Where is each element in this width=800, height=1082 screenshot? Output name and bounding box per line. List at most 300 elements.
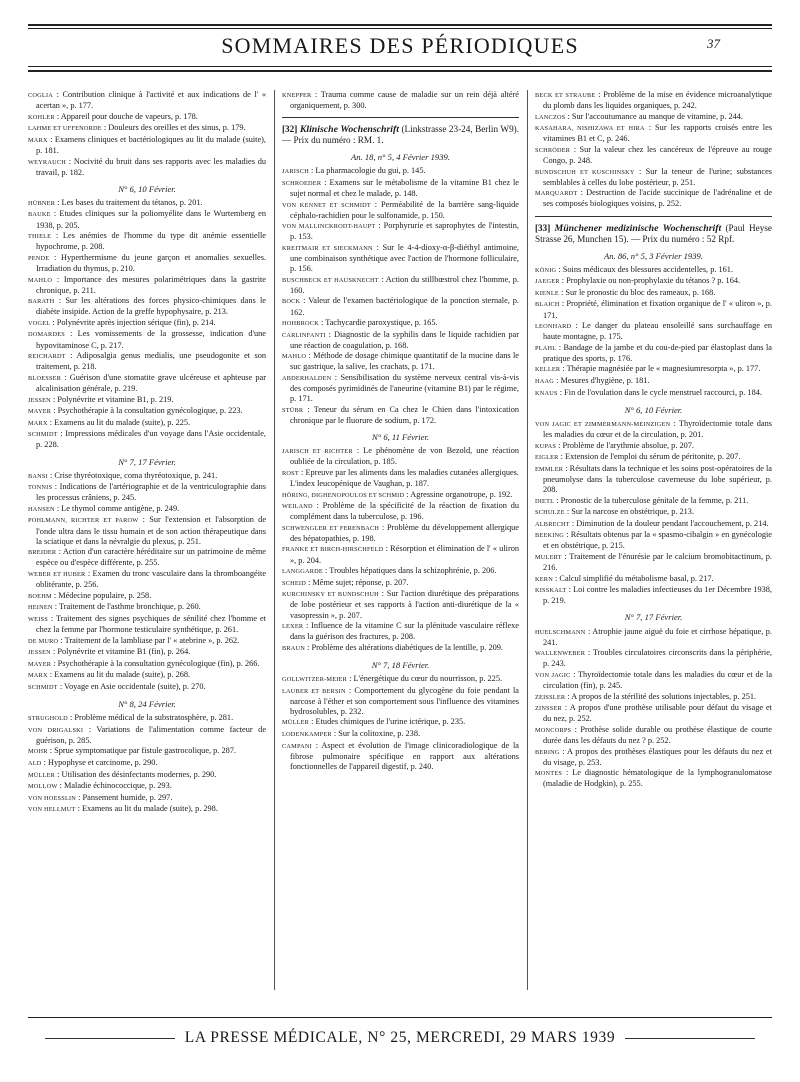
journal-number: [33] [535, 222, 551, 233]
article-entry [535, 585, 772, 606]
article-author: KNEPPER [282, 92, 312, 99]
article-title: : Indications de l'artériographie et de la ventriculographie dans les processus crâniens, p. 245. [36, 482, 266, 503]
article-author: KÖNIG [535, 266, 557, 274]
article-author: MARX [28, 672, 48, 680]
article-entry [535, 519, 772, 530]
article-author: KUPAS [535, 442, 557, 450]
article-entry [535, 648, 772, 669]
article-entry [28, 804, 266, 815]
article-title: : Examens cliniques et bactériologiques au lit du malade (suite), p. 181. [36, 134, 266, 155]
section-separator [535, 216, 772, 217]
article-author: JESSEN [28, 396, 51, 404]
article-entry [28, 614, 266, 635]
article-title: : Hypophyse et carcinome, p. 290. [41, 757, 158, 767]
article-author: WALLENWEBER [535, 650, 586, 658]
article-author: HUELSCHMANN [535, 628, 586, 636]
footer-text: LA PRESSE MÉDICALE, N° 25, MERCREDI, 29 MARS 1939 [184, 1029, 616, 1046]
footer-rule [28, 1017, 772, 1018]
article-entry [28, 418, 266, 429]
article-author: WEISS [28, 615, 48, 623]
article-entry [282, 178, 519, 199]
article-title: : Loi contre les maladies infectieuses du 1er Décembre 1938, p. 219. [543, 585, 772, 606]
article-title: : Etudes chimiques de l'urine ictérique, p. 235. [309, 717, 466, 727]
article-entry [535, 123, 772, 144]
article-title: : Troubles circulatoires circonscrits dans la périphérie, p. 243. [543, 648, 772, 669]
article-entry [28, 504, 266, 515]
article-title: : Polynévrite après injection sérique (fin), p. 214. [50, 317, 216, 327]
article-author: BOCK [282, 298, 301, 306]
article-author: BLAICH [535, 301, 560, 309]
article-title: : Sprue symptomatique par fistule gastrocolique, p. 287. [47, 746, 236, 756]
article-author: KOHLER [28, 113, 55, 121]
article-title: : Médecine populaire, p. 258. [51, 590, 152, 600]
header-rule [28, 66, 772, 67]
article-title: : Adiposalgia genus medialis, une pseudogonite et son traitement, p. 218. [36, 351, 266, 372]
article-entry [28, 758, 266, 769]
article-entry [535, 507, 772, 518]
article-author: MAHLO [28, 276, 53, 284]
article-entry [28, 636, 266, 647]
article-title: : Variations de l'alimentation comme facteur de guérison, p. 285. [36, 724, 266, 745]
article-title: : Traitement de la lambliase par l' « atebrine », p. 262. [58, 635, 240, 645]
article-entry [535, 452, 772, 463]
article-entry [28, 275, 266, 296]
article-title: : Importance des mesures polarimétriques dans la gastrite chronique, p. 211. [36, 274, 266, 295]
article-author: JAEGER [535, 278, 560, 286]
article-author: SCHULZE [535, 509, 565, 517]
article-entry [282, 686, 519, 717]
section-separator [282, 117, 519, 118]
article-entry [28, 670, 266, 681]
article-author: EIGLER [535, 454, 559, 462]
article-entry [535, 552, 772, 573]
journal-number: [32] [282, 124, 298, 135]
article-title: : Sur le 4-4-dioxy-α-β-diéthyl antimoine, une combinaison synthétique avec l'action de l'hormone folliculaire, p. 156. [290, 242, 519, 274]
article-author: SCHRÖDER [535, 146, 571, 154]
article-title: : Examen du tronc vasculaire dans la thromboangéite oblitérante, p. 256. [36, 568, 266, 590]
article-author: MÜLLER [28, 771, 56, 779]
article-entry [535, 376, 772, 387]
article-entry [535, 112, 772, 123]
article-title: : Propriété, élimination et fixation organique de l' « uliron », p. 171. [543, 299, 772, 320]
article-author: BUSCHBECK ET HAUSKNECHT [282, 276, 379, 284]
article-title: : Sur le pronostic du bloc des rameaux, p. 168. [558, 287, 716, 297]
article-author: LAHME ET UFFENORDE [28, 125, 102, 133]
column-2 [282, 90, 519, 1000]
article-title: : Le phénomène de von Bezold, une réaction oubliée de la circulation, p. 185. [290, 446, 519, 467]
article-title: : Voyage en Asie occidentale (suite), p. 270. [57, 681, 206, 691]
article-title: : Sur la valeur chez les cancéreux de l'épreuve au rouge Congo, p. 248. [543, 144, 772, 166]
article-entry [28, 90, 266, 111]
article-entry [535, 364, 772, 375]
issue-heading: N° 7, 17 Février. [624, 612, 683, 623]
article-entry [282, 643, 519, 654]
article-entry [28, 112, 266, 123]
article-entry [282, 490, 519, 501]
article-author: VON MALLINCKRODT-HAUPT [282, 223, 376, 231]
article-author: KURCHINSKY ET BUNDSCHUH [282, 591, 379, 599]
article-author: KISSKALT [535, 587, 567, 595]
article-entry [28, 395, 266, 406]
article-author: MONTES [535, 770, 563, 778]
article-author: BERING [535, 748, 560, 756]
article-entry [535, 388, 772, 399]
issue-heading: N° 6, 10 Février. [624, 404, 683, 415]
article-author: KNAUS [535, 389, 558, 397]
footer-dash [45, 1038, 175, 1039]
article-entry [282, 566, 519, 577]
article-entry [535, 188, 772, 209]
article-title: : Problème des altérations diabétiques de la lentille, p. 209. [305, 642, 503, 652]
article-entry [28, 157, 266, 178]
article-title: : Fin de l'ovulation dans le cycle menstruel raccourci, p. 184. [557, 387, 762, 397]
article-author: HAAG [535, 378, 554, 386]
article-title: : Psychothérapie à la consultation gynécologique, p. 223. [51, 406, 243, 416]
article-title: : Extension de l'emploi du sérum de péritonite, p. 207. [558, 452, 741, 462]
article-title: : Mesures d'hygiène, p. 181. [554, 376, 650, 386]
article-author: MAYER [28, 408, 52, 416]
article-entry [535, 627, 772, 648]
article-title: : Sur l'extension et l'absorption de l'onde ultra dans le tissu humain et de son action thérapeutique dans la sciatique et dans la névralgie du plexus, p. 251. [36, 515, 266, 546]
article-title: : Maladie échinococcique, p. 293. [57, 781, 172, 791]
article-entry [535, 670, 772, 691]
article-title: : Examens au lit du malade (suite), p. 225. [47, 417, 191, 427]
article-title: : Polynévrite et vitamine B1 (fin), p. 264. [50, 647, 191, 657]
article-entry [28, 770, 266, 781]
article-author: JESSEN [28, 649, 51, 657]
article-title: : Atrophie jaune aiguë du foie et cirrhose hépatique, p. 241. [543, 626, 772, 647]
article-author: PENDE [28, 254, 50, 262]
article-entry [282, 468, 519, 489]
article-author: ZEISSLER [535, 693, 566, 701]
article-author: SCHEID [282, 579, 306, 587]
article-title: : Teneur du sérum en Ca chez le Chien dans l'intoxication chronique par le fluorure de sodium, p. 172. [290, 404, 519, 425]
article-title: : Le danger du plateau ensoleillé sans surchauffage en haute montagne, p. 175. [543, 321, 772, 342]
article-author: CARLINFANTI [282, 331, 326, 339]
article-title: : Résultats obtenus par la « spasmo-cibalgin » en gynécologie et en obstétrique, p. 215. [543, 530, 772, 551]
article-title: : Problème médical de la substratosphère, p. 281. [67, 713, 234, 723]
article-entry [535, 496, 772, 507]
article-entry [28, 231, 266, 252]
article-author: DE MURO [28, 637, 59, 645]
article-author: LANGGARDE [282, 568, 323, 576]
article-author: VON KENNET ET SCHMIDT [282, 201, 371, 209]
page-title: SOMMAIRES DES PÉRIODIQUES [221, 33, 579, 58]
article-entry [282, 318, 519, 329]
article-title: : Sur la narcose en obstétrique, p. 213. [564, 507, 695, 517]
article-entry [535, 574, 772, 585]
article-author: MARQUARDT [535, 190, 578, 198]
article-author: VON HELLMUT [28, 806, 76, 814]
article-author: BECK ET STRAUBE [535, 92, 596, 99]
article-entry [282, 243, 519, 274]
article-author: MULERT [535, 553, 562, 561]
article-entry [28, 296, 266, 317]
article-title: : Hyperthermisme du jeune garçon et anomalies sexuelles. Irradiation du thymus, p. 210. [36, 252, 266, 273]
article-entry [28, 793, 266, 804]
article-entry [535, 419, 772, 440]
article-author: VON HOESSLIN [28, 794, 77, 802]
article-author: MOLLOW [28, 783, 58, 791]
article-entry [282, 717, 519, 728]
article-author: SCHMIDT [28, 683, 58, 691]
article-author: COGLIA [28, 92, 53, 99]
article-title: : A propos d'une prothèse utilisable pour défaut du visage et du nez, p. 252. [543, 703, 772, 724]
issue-heading: An. 86, n° 5, 3 Février 1939. [604, 250, 703, 261]
article-entry [282, 729, 519, 740]
issue-heading: An. 18, n° 5, 4 Février 1939. [351, 152, 450, 163]
article-title: : Sensibilisation du système nerveux central vis-à-vis des composés pyrimidinés de l'aneurine (vitamine B1) par le régime, p. 171. [290, 373, 519, 404]
article-title: : Thérapie magnésiée par le « magnesiumresorpta », p. 177. [560, 364, 761, 374]
article-title: : Perméabilité de la barrière sang-liquide céphalo-rachidien pour le sulfonamide, p. 150. [290, 199, 519, 220]
article-entry [282, 501, 519, 522]
article-author: BARATH [28, 298, 55, 306]
article-title: : Psychothérapie à la consultation gynécologique (fin), p. 266. [51, 658, 260, 668]
article-title: : Calcul simplifié du métabolisme basal, p. 217. [552, 573, 714, 583]
article-author: STÜBR [282, 406, 304, 414]
article-author: LEXER [282, 623, 304, 631]
article-author: BLOESSER [28, 374, 62, 382]
article-title: : Les anémies de l'homme du type dit anémie essentielle hypochrome, p. 208. [36, 231, 266, 252]
article-author: SCHROEDER [282, 179, 322, 187]
article-entry [282, 200, 519, 221]
article-entry [28, 713, 266, 724]
article-title: : Sur la colitoxine, p. 238. [331, 728, 421, 738]
journal-address: (Linkstrasse 23-24, Berlin W9). — Prix du numéro : RM. 1. [282, 124, 519, 146]
article-entry [28, 135, 266, 156]
article-title: : Douleurs des oreilles et des sinus, p. 179. [101, 123, 246, 133]
article-author: REICHARDT [28, 353, 66, 361]
article-title: : Epreuve par les aliments dans les maladies cutanées allergiques. L'index leucopénique de Vaughan, p. 187. [290, 467, 519, 488]
article-title: : Traitement de l'asthme bronchique, p. 260. [52, 602, 201, 612]
article-entry [282, 589, 519, 620]
article-author: SCHWENGLER ET FERENBACH [282, 524, 380, 532]
journal-heading [282, 124, 519, 146]
article-title: : Valeur de l'examen bactériologique de la ponction sternale, p. 162. [290, 296, 519, 317]
article-title: : La pharmacologie du gui, p. 145. [308, 166, 426, 176]
article-entry [282, 275, 519, 296]
article-entry [28, 318, 266, 329]
article-title: : Sur les rapports croisés entre les vitamines B1 et C, p. 246. [543, 123, 772, 144]
article-entry [28, 602, 266, 613]
article-title: : Sur la teneur de l'urine; substances semblables à celles du lobe postérieur, p. 251. [543, 166, 772, 187]
article-entry [282, 166, 519, 177]
article-title: : Agressine organotrope, p. 192. [404, 489, 513, 499]
article-author: BEEKING [535, 532, 565, 540]
article-entry [28, 123, 266, 134]
article-author: EMMLER [535, 465, 564, 473]
article-entry [535, 747, 772, 768]
article-title: : Problème de la spécificité de la réaction de fixation du complément dans la tuberculose, p. 196. [290, 501, 519, 522]
article-title: : Problème du développement allergique des hépatopathies, p. 198. [290, 522, 519, 543]
journal-name-wrap [300, 124, 399, 134]
article-entry [28, 209, 266, 230]
journal-name: Münchener medizinische Wochenschrift [554, 222, 722, 234]
article-author: BRAUN [282, 644, 306, 652]
article-entry [28, 781, 266, 792]
article-author: MAYER [28, 660, 52, 668]
issue-heading: N° 7, 17 Février. [118, 456, 176, 467]
article-title: : L'énergétique du cœur du nourrisson, p. 225. [347, 674, 503, 683]
article-author: LANCZOS [535, 113, 566, 121]
article-entry [282, 296, 519, 317]
article-entry [535, 90, 772, 111]
article-entry [28, 482, 266, 503]
article-author: KELLER [535, 366, 561, 374]
article-entry [28, 647, 266, 658]
article-entry [282, 544, 519, 565]
article-author: HANSEN [28, 505, 55, 513]
article-title: : Guérison d'une stomatite grave ulcéreuse et aphteuse par alcalinisation générale, p. 219. [36, 372, 266, 393]
article-title: : Examens au lit du malade (suite), p. 298. [75, 804, 218, 814]
article-author: MÜLLER [282, 719, 310, 727]
article-author: VON JAGIC ET ZIMMERMANN-MEINZIGEN [535, 420, 671, 428]
article-author: HÜBNER [28, 199, 56, 207]
article-title: : Traitement de l'énurésie par le calcium bromobitactinum, p. 216. [543, 551, 772, 573]
article-entry [282, 523, 519, 544]
article-title: : Impressions médicales d'un voyage dans l'Asie occidentale, p. 228. [36, 429, 266, 450]
article-author: PLAHL [535, 344, 557, 352]
article-author: POHLMANN, RICHTER ET PAROW [28, 517, 139, 525]
article-author: BOEHM [28, 592, 52, 600]
article-entry [282, 351, 519, 372]
article-title: : Utilisation des désinfectants modernes, p. 290. [55, 769, 217, 779]
article-author: STRUGHOLD [28, 715, 68, 723]
article-title: : Problème de l'arythmie absolue, p. 207. [556, 440, 694, 450]
article-author: ROST [282, 469, 299, 477]
article-entry [28, 329, 266, 350]
article-entry [535, 321, 772, 342]
article-title: : Examens sur le métabolisme de la vitamine B1 chez le sujet normal et chez le malade, p. 148. [290, 177, 519, 198]
journal-address: (Paul Heyse Strasse 26, Munchen 15). — Prix du numéro : 52 Rpf. [535, 222, 772, 244]
article-title: : Problème de la mise en évidence microanalytique du plomb dans les liquides organiques, p. 242. [543, 90, 772, 111]
article-title: : Action d'un caractère héréditaire sur un patrimoine de même espèce ou d'espèce différente, p. 255. [36, 547, 266, 568]
article-title: : Sur l'action diurétique des préparations de lobe postérieur et ses rapports à l'action anti-diurétique de la « vasopressin », p. 207. [290, 589, 519, 620]
article-author: ZINSSER [535, 705, 562, 713]
article-entry [282, 90, 519, 111]
article-entry [282, 674, 519, 685]
article-entry [282, 373, 519, 404]
article-author: DIETL [535, 497, 555, 505]
article-author: ALD [28, 759, 42, 767]
top-rule-thin [28, 28, 772, 29]
article-entry [535, 265, 772, 276]
article-entry [535, 464, 772, 495]
article-title: : Prothèse solide durable ou prothèse élastique de courte durée dans les défauts du nez ? p. 252. [543, 724, 772, 745]
article-entry [28, 198, 266, 209]
article-entry [28, 253, 266, 274]
article-title: : Même sujet; réponse, p. 207. [305, 577, 409, 587]
article-title: : Examens au lit du malade (suite), p. 268. [47, 670, 191, 680]
article-author: ABDERHALDEN [282, 375, 332, 383]
article-author: WEYRAUCH [28, 158, 66, 166]
article-author: FRANKE ET BIRCH-HIRSCHFELD [282, 546, 384, 554]
article-title: : Etudes cliniques sur la poliomyélite dans le Wurtemberg en 1938, p. 205. [36, 209, 266, 230]
article-entry [28, 373, 266, 394]
article-entry [535, 725, 772, 746]
article-author: BUNDSCHUH ET KUSCHINSKY [535, 168, 635, 176]
article-title: : Action du stillbœstrol chez l'homme, p. 160. [290, 274, 519, 295]
header-rule-thick [28, 70, 772, 72]
article-title: : Pansement humide, p. 297. [76, 792, 173, 802]
article-author: KREITMAIR ET SIECKMANN [282, 244, 373, 252]
article-entry [28, 547, 266, 568]
article-entry [282, 621, 519, 642]
article-author: MAHLO [282, 353, 307, 361]
article-entry [282, 446, 519, 467]
article-author: MOHR [28, 748, 48, 756]
journal-heading [535, 223, 772, 245]
article-title: : Porphyrurie et saprophytes de l'intestin, p. 153. [290, 221, 519, 242]
article-title: : Thyroïdectomie totale dans les maladies du cœur et de la circulation, p. 201. [543, 418, 772, 439]
article-entry [535, 768, 772, 789]
article-title: : Polynévrite et vitamine B1, p. 219. [50, 394, 174, 404]
article-title: : Destruction de l'acide succinique de l'adrénaline et de ses composés biologiques voisins, p. 252. [543, 188, 772, 209]
article-title: : Diagnostic de la syphilis dans le liquide rachidien par une réaction de coagulation, p. 168. [290, 329, 519, 350]
columns [28, 90, 772, 1000]
article-author: KIENLE [535, 289, 559, 297]
article-entry [28, 351, 266, 372]
article-entry [535, 276, 772, 287]
article-entry [535, 703, 772, 724]
journal-name-wrap [555, 223, 722, 233]
article-entry [282, 578, 519, 589]
article-author: VOGEL [28, 319, 51, 327]
article-entry [28, 682, 266, 693]
article-author: BREIDER [28, 549, 57, 557]
article-author: LAUBER ET BERSIN [282, 687, 346, 695]
article-author: ALBRECHT [535, 520, 570, 528]
article-author: WEILAND [282, 503, 313, 511]
article-title: : Thyroïdectomie totale dans les maladies du cœur et de la circulation (fin), p. 245. [543, 669, 772, 690]
article-title: : Les bases du traitement du tétanos, p. 201. [55, 197, 203, 207]
article-title: : Soins médicaux des blessures accidentelles, p. 161. [556, 264, 734, 274]
journal-name: Klinische Wochenschrift [299, 124, 399, 136]
article-title: : Diminution de la douleur pendant l'accouchement, p. 214. [569, 518, 769, 528]
issue-heading: N° 6, 11 Février. [372, 432, 429, 443]
article-author: TONNIS [28, 484, 53, 492]
article-title: : Les vomissements de la grossesse, indication d'une hypovitaminose C, p. 217. [36, 329, 266, 350]
article-author: KERN [535, 575, 553, 583]
article-entry [535, 692, 772, 703]
article-entry [535, 288, 772, 299]
article-entry [28, 429, 266, 450]
page-footer [0, 1029, 800, 1047]
article-author: LEONHARD [535, 323, 572, 331]
article-entry [535, 145, 772, 166]
article-title: : Prophylaxie ou non-prophylaxie du tétanos ? p. 164. [559, 276, 741, 286]
article-entry [28, 746, 266, 757]
article-title: : Crise thyréotoxique, coma thyréotoxique, p. 241. [47, 470, 218, 480]
article-title: : Le thymol comme antigène, p. 249. [54, 503, 180, 513]
article-title: : Pronostic de la tuberculose génitale de la femme, p. 211. [554, 495, 749, 505]
article-author: MARX [28, 136, 48, 144]
article-author: VON DRIGALSKI [28, 726, 84, 734]
article-title: : Appareil pour douche de vapeurs, p. 178. [54, 111, 198, 121]
article-title: : A propos de la stérilité des solutions injectables, p. 251. [565, 691, 757, 701]
article-title: : Traitement des signes psychiques de sénilité chez l'homme et chez la femme par l'hormone testiculaire synthétique, p. 261. [36, 613, 266, 634]
article-author: HÖRING, DIGHENOPOULOS ET SCHMID [282, 491, 405, 499]
article-title: : Troubles hépatiques dans la schizophrénie, p. 206. [322, 566, 497, 576]
article-author: GOLLWITZER-MEIER [282, 676, 347, 683]
article-author: THIELE [28, 233, 52, 241]
article-entry [282, 405, 519, 426]
article-author: JARISCH [282, 168, 309, 176]
article-author: LODENKAMPER [282, 730, 332, 738]
article-author: MONCORPS [535, 726, 572, 734]
article-title: : Tachycardie paroxystique, p. 165. [318, 318, 438, 328]
article-title: : A propos des prothèses élastiques pour les défauts du nez et du visage, p. 253. [543, 746, 772, 767]
